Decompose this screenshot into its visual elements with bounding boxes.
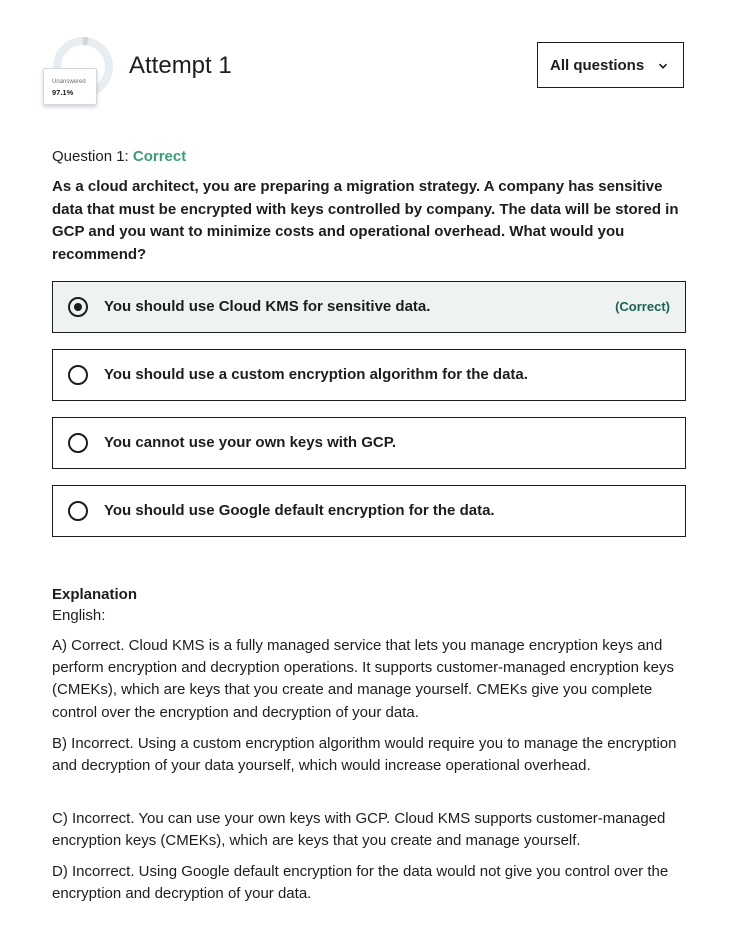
question-filter-dropdown[interactable] [537,42,684,88]
explanation-heading: Explanation [52,586,138,603]
answer-option-4[interactable] [52,485,686,537]
attempt-header [0,0,742,120]
donut-tooltip [43,68,97,105]
tooltip-label: Unanswered [52,79,86,85]
explanation-language: English: [52,607,106,624]
explanation-paragraph-c: C) Incorrect. You can use your own keys with GCP. Cloud KMS supports customer-managed encryption keys (CMEKs), which are keys that you create and manage yourself. [52,810,666,850]
result-correct-label: Correct [132,148,187,165]
explanation-paragraph-d: D) Incorrect. Using Google default encryption for the data would not give you control over the encryption and decryption of your data. [52,863,669,903]
answer-text: You should use a custom encryption algorithm for the data. [104,366,528,383]
answer-text: You should use Cloud KMS for sensitive data. [104,298,431,315]
answer-option-2[interactable] [52,349,686,401]
answer-text: You should use Google default encryption for the data. [104,502,495,519]
tooltip-value: 97.1% [52,88,74,97]
question-number: Question 1: [52,148,129,165]
radio-empty-icon[interactable] [68,433,88,453]
answer-option-1[interactable] [52,281,686,333]
radio-empty-icon[interactable] [68,501,88,521]
explanation-paragraph-a: A) Correct. Cloud KMS is a fully managed service that lets you manage encryption keys and perform encryption and decryption operations. It supports customer-managed encryption keys (CMEKs), which are keys that you create and manage yourself. CMEKs give you complete control over the encryption and decryption of your data. [52,637,674,721]
correct-tag: (Correct) [615,299,670,314]
question-prompt: As a cloud architect, you are preparing a migration strategy. A company has sensitive data that must be encrypted with keys controlled by company. The data will be stored in GCP and you want to minimize costs and operational overhead. What would you recommend? [52,178,679,263]
radio-empty-icon[interactable] [68,365,88,385]
radio-selected-icon[interactable] [68,297,88,317]
page-title: Attempt 1 [129,52,232,79]
chevron-down-icon [657,60,669,72]
answer-option-3[interactable] [52,417,686,469]
answer-text: You cannot use your own keys with GCP. [104,434,397,451]
question-status [52,148,186,166]
filter-selected-value: All questions [550,57,645,74]
explanation-paragraph-b: B) Incorrect. Using a custom encryption algorithm would require you to manage the encryption and decryption of your data yourself, which would increase operational overhead. [52,735,677,775]
